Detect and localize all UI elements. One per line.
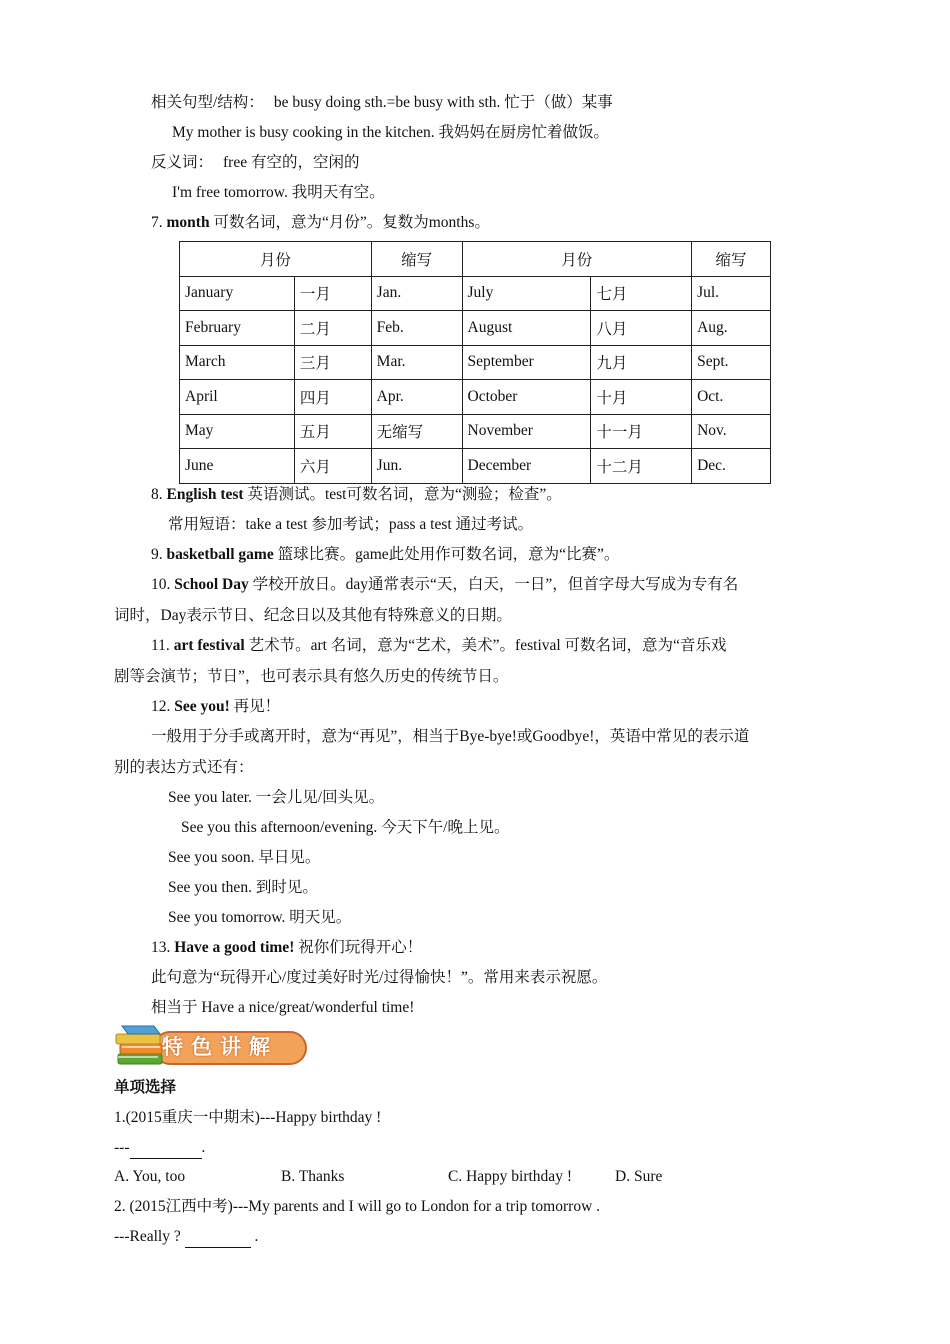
cell-month-en: June	[180, 449, 295, 484]
table-row	[180, 276, 771, 311]
item-7	[151, 213, 490, 233]
cell-month-en: February	[180, 311, 295, 346]
question-1-option-a: A. You, too	[114, 1168, 186, 1185]
books-icon	[116, 1026, 162, 1064]
example-sentence: My mother is busy cooking in the kitchen. 我妈妈在厨房忙着做饭。	[172, 124, 609, 141]
cell-month-cn: 九月	[591, 345, 692, 380]
item-12-description-continued: 别的表达方式还有：	[114, 759, 254, 776]
cell-abbr: Apr.	[371, 380, 462, 415]
item-8-phrases: 常用短语：take a test 参加考试；pass a test 通过考试。	[168, 516, 534, 533]
item-text: 可数名词，意为“月份”。复数为months。	[213, 214, 490, 231]
answer-suffix: .	[201, 1139, 206, 1156]
cell-month-en: May	[180, 414, 295, 449]
cell-month-en: July	[462, 276, 591, 311]
item-12-description: 一般用于分手或离开时，意为“再见”，相当于Bye-bye!或Goodbye!，英语中常见的表示道	[151, 728, 750, 745]
item-keyword: See you!	[174, 698, 230, 715]
cell-month-cn: 十月	[591, 380, 692, 415]
item-13	[151, 938, 422, 958]
cell-month-cn: 六月	[294, 449, 371, 484]
cell-month-en: November	[462, 414, 591, 449]
cell-month-cn: 八月	[591, 311, 692, 346]
item-number: 10.	[151, 576, 171, 593]
cell-abbr: Oct.	[692, 380, 771, 415]
item-text: 祝你们玩得开心！	[298, 939, 423, 956]
item-number: 12.	[151, 698, 171, 715]
item-number: 8.	[151, 486, 163, 503]
question-1-option-c: C. Happy birthday !	[448, 1168, 572, 1185]
item-number: 9.	[151, 546, 163, 563]
answer-blank[interactable]	[130, 1138, 202, 1159]
table-header-row	[180, 242, 771, 277]
answer-prefix: ---Really ?	[114, 1228, 181, 1245]
cell-month-cn: 一月	[294, 276, 371, 311]
cell-month-cn: 五月	[294, 414, 371, 449]
item-number: 7.	[151, 214, 163, 231]
cell-month-cn: 二月	[294, 311, 371, 346]
item-text: 篮球比赛。game此处用作可数名词，意为“比赛”。	[277, 546, 620, 563]
cell-month-en: January	[180, 276, 295, 311]
question-1-option-d: D. Sure	[615, 1168, 663, 1185]
cell-abbr: Feb.	[371, 311, 462, 346]
item-keyword: basketball game	[166, 546, 274, 563]
cell-month-en: April	[180, 380, 295, 415]
cell-abbr: Jul.	[692, 276, 771, 311]
answer-suffix: .	[254, 1228, 259, 1245]
question-1: 1.(2015重庆一中期末)---Happy birthday !	[114, 1109, 382, 1126]
cell-month-cn: 十一月	[591, 414, 692, 449]
item-11-continued: 剧等会演节；节日”，也可表示具有悠久历史的传统节日。	[114, 668, 509, 685]
farewell-example: See you this afternoon/evening. 今天下午/晚上见。	[181, 819, 510, 836]
item-number: 13.	[151, 939, 171, 956]
example-sentence: I'm free tomorrow. 我明天有空。	[172, 184, 385, 201]
cell-month-en: March	[180, 345, 295, 380]
table-row	[180, 380, 771, 415]
cell-month-en: August	[462, 311, 591, 346]
antonym-line	[151, 153, 359, 173]
item-number: 11.	[151, 637, 170, 654]
table-row	[180, 449, 771, 484]
structure-text: be busy doing sth.=be busy with sth. 忙于（做）某事	[273, 94, 613, 111]
item-text: 学校开放日。day通常表示“天，白天，一日”，但首字母大写成为专有名	[252, 576, 739, 593]
item-text: 再见！	[233, 698, 281, 715]
cell-month-en: December	[462, 449, 591, 484]
table-row	[180, 414, 771, 449]
cell-abbr: 无缩写	[371, 414, 462, 449]
item-11	[151, 636, 726, 656]
item-10-continued: 词时，Day表示节日、纪念日以及其他有特殊意义的日期。	[114, 607, 512, 624]
structure-line	[151, 93, 613, 113]
item-13-description: 此句意为“玩得开心/度过美好时光/过得愉快！”。常用来表示祝愿。	[151, 969, 608, 986]
cell-abbr: Nov.	[692, 414, 771, 449]
item-text: 英语测试。test可数名词，意为“测验；检查”。	[247, 486, 562, 503]
structure-label: 相关句型/结构：	[151, 94, 264, 111]
antonym-label: 反义词：	[151, 154, 214, 171]
item-9	[151, 545, 619, 565]
month-table	[179, 241, 771, 484]
header-abbr: 缩写	[692, 242, 771, 277]
cell-abbr: Sept.	[692, 345, 771, 380]
item-12	[151, 697, 280, 717]
cell-abbr: Jan.	[371, 276, 462, 311]
item-keyword: Have a good time!	[174, 939, 295, 956]
item-keyword: English test	[166, 486, 244, 503]
header-abbr: 缩写	[371, 242, 462, 277]
antonym-text: free 有空的，空闲的	[223, 154, 360, 171]
item-text: 艺术节。art 名词，意为“艺术，美术”。festival 可数名词，意为“音乐戏	[248, 637, 727, 654]
cell-abbr: Mar.	[371, 345, 462, 380]
cell-month-en: October	[462, 380, 591, 415]
question-2-answer	[114, 1227, 258, 1248]
item-keyword: month	[166, 214, 210, 231]
table-row	[180, 345, 771, 380]
question-1-answer	[114, 1138, 205, 1159]
cell-abbr: Dec.	[692, 449, 771, 484]
header-month: 月份	[180, 242, 372, 277]
question-2: 2. (2015江西中考)---My parents and I will go to London for a trip tomorrow .	[114, 1198, 601, 1215]
item-10	[151, 575, 738, 595]
cell-abbr: Jun.	[371, 449, 462, 484]
item-keyword: School Day	[174, 576, 249, 593]
section-title: 单项选择	[114, 1079, 177, 1096]
farewell-example: See you tomorrow. 明天见。	[168, 909, 352, 926]
farewell-example: See you then. 到时见。	[168, 879, 318, 896]
section-banner-label: 特色讲解	[162, 1035, 278, 1059]
answer-prefix: ---	[114, 1139, 130, 1156]
farewell-example: See you later. 一会儿见/回头见。	[168, 789, 385, 806]
header-month: 月份	[462, 242, 692, 277]
cell-month-cn: 七月	[591, 276, 692, 311]
cell-abbr: Aug.	[692, 311, 771, 346]
cell-month-en: September	[462, 345, 591, 380]
item-8	[151, 485, 562, 505]
farewell-example: See you soon. 早日见。	[168, 849, 321, 866]
table-row	[180, 311, 771, 346]
answer-blank[interactable]	[185, 1227, 251, 1248]
cell-month-cn: 三月	[294, 345, 371, 380]
cell-month-cn: 十二月	[591, 449, 692, 484]
cell-month-cn: 四月	[294, 380, 371, 415]
item-keyword: art festival	[173, 637, 245, 654]
question-1-option-b: B. Thanks	[281, 1168, 345, 1185]
item-13-equivalent: 相当于 Have a nice/great/wonderful time!	[151, 999, 415, 1016]
